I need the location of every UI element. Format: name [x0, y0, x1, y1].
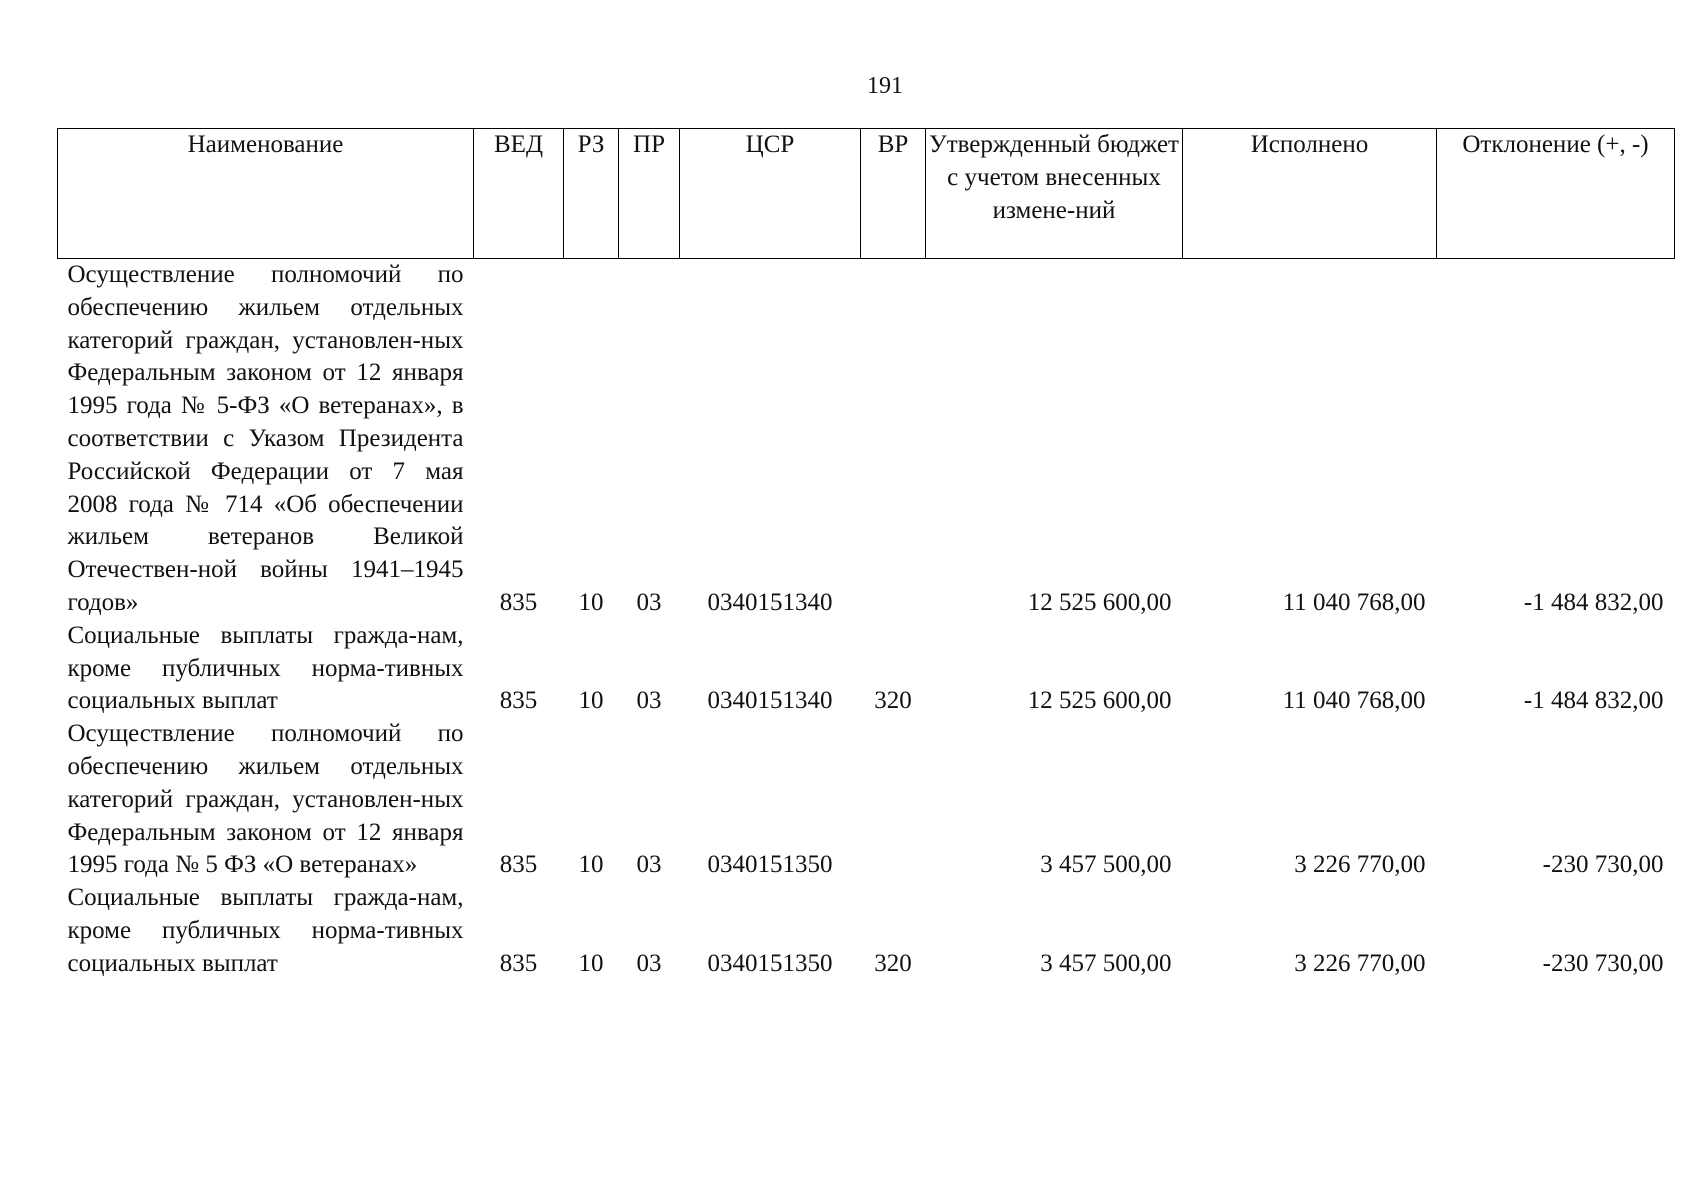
header-name: Наименование: [58, 129, 474, 259]
row-pr: 03: [636, 687, 662, 715]
page-number: 191: [867, 73, 903, 99]
row-approved: 3 457 500,00: [1040, 949, 1172, 977]
header-approved-budget: Утвержденный бюджет с учетом внесенных измене-ний: [926, 129, 1183, 259]
row-pr: 03: [636, 588, 662, 616]
row-vr: [861, 259, 926, 620]
row-approved: 12 525 600,00: [1027, 687, 1172, 715]
row-rz: 10: [578, 687, 604, 715]
row-ved: 835: [499, 851, 538, 879]
header-pr: ПР: [619, 129, 680, 259]
header-executed: Исполнено: [1183, 129, 1437, 259]
row-csr: 0340151340: [707, 687, 833, 715]
header-csr: ЦСР: [680, 129, 861, 259]
row-executed: 3 226 770,00: [1294, 851, 1426, 879]
row-executed: 11 040 768,00: [1282, 588, 1426, 616]
header-rz: РЗ: [564, 129, 619, 259]
row-vr: 320: [874, 949, 912, 977]
row-deviation: -230 730,00: [1542, 949, 1664, 977]
table-row: [58, 882, 1675, 980]
row-name: Социальные выплаты гражда-нам, кроме публичных норма-тивных социальных выплат: [67, 884, 464, 977]
table-row: [58, 259, 1675, 620]
table-header-row: [58, 129, 1675, 259]
row-approved: 12 525 600,00: [1027, 588, 1172, 616]
table-row: [58, 718, 1675, 882]
row-vr: [861, 718, 926, 882]
row-ved: 835: [499, 949, 538, 977]
header-vr: ВР: [861, 129, 926, 259]
row-csr: 0340151350: [707, 949, 833, 977]
row-csr: 0340151350: [707, 851, 833, 879]
row-deviation: -230 730,00: [1542, 851, 1664, 879]
row-ved: 835: [499, 588, 538, 616]
row-executed: 3 226 770,00: [1294, 949, 1426, 977]
row-rz: 10: [578, 851, 604, 879]
row-deviation: -1 484 832,00: [1523, 687, 1664, 715]
row-rz: 10: [578, 949, 604, 977]
row-deviation: -1 484 832,00: [1523, 588, 1664, 616]
row-rz: 10: [578, 588, 604, 616]
row-executed: 11 040 768,00: [1282, 687, 1426, 715]
row-name: Осуществление полномочий по обеспечению жильем отдельных категорий граждан, установлен-ных Федеральным законом от 12 января 1995 года № 5-ФЗ «О ветеранах», в соответствии с Указом Президента Российской Федерации от 7 мая 2008 года № 714 «Об обеспечении жильем ветеранов Великой Отечествен-ной войны 1941–1945 годов»: [67, 261, 464, 616]
table-row: [58, 620, 1675, 718]
row-ved: 835: [499, 687, 538, 715]
row-approved: 3 457 500,00: [1040, 851, 1172, 879]
header-ved: ВЕД: [474, 129, 564, 259]
row-pr: 03: [636, 851, 662, 879]
budget-table: [57, 128, 1675, 981]
header-deviation: Отклонение (+, -): [1437, 129, 1675, 259]
row-pr: 03: [636, 949, 662, 977]
row-csr: 0340151340: [707, 588, 833, 616]
row-vr: 320: [874, 687, 912, 715]
row-name: Осуществление полномочий по обеспечению жильем отдельных категорий граждан, установлен-ных Федеральным законом от 12 января 1995 года № 5 ФЗ «О ветеранах»: [67, 720, 464, 879]
row-name: Социальные выплаты гражда-нам, кроме публичных норма-тивных социальных выплат: [67, 621, 464, 715]
